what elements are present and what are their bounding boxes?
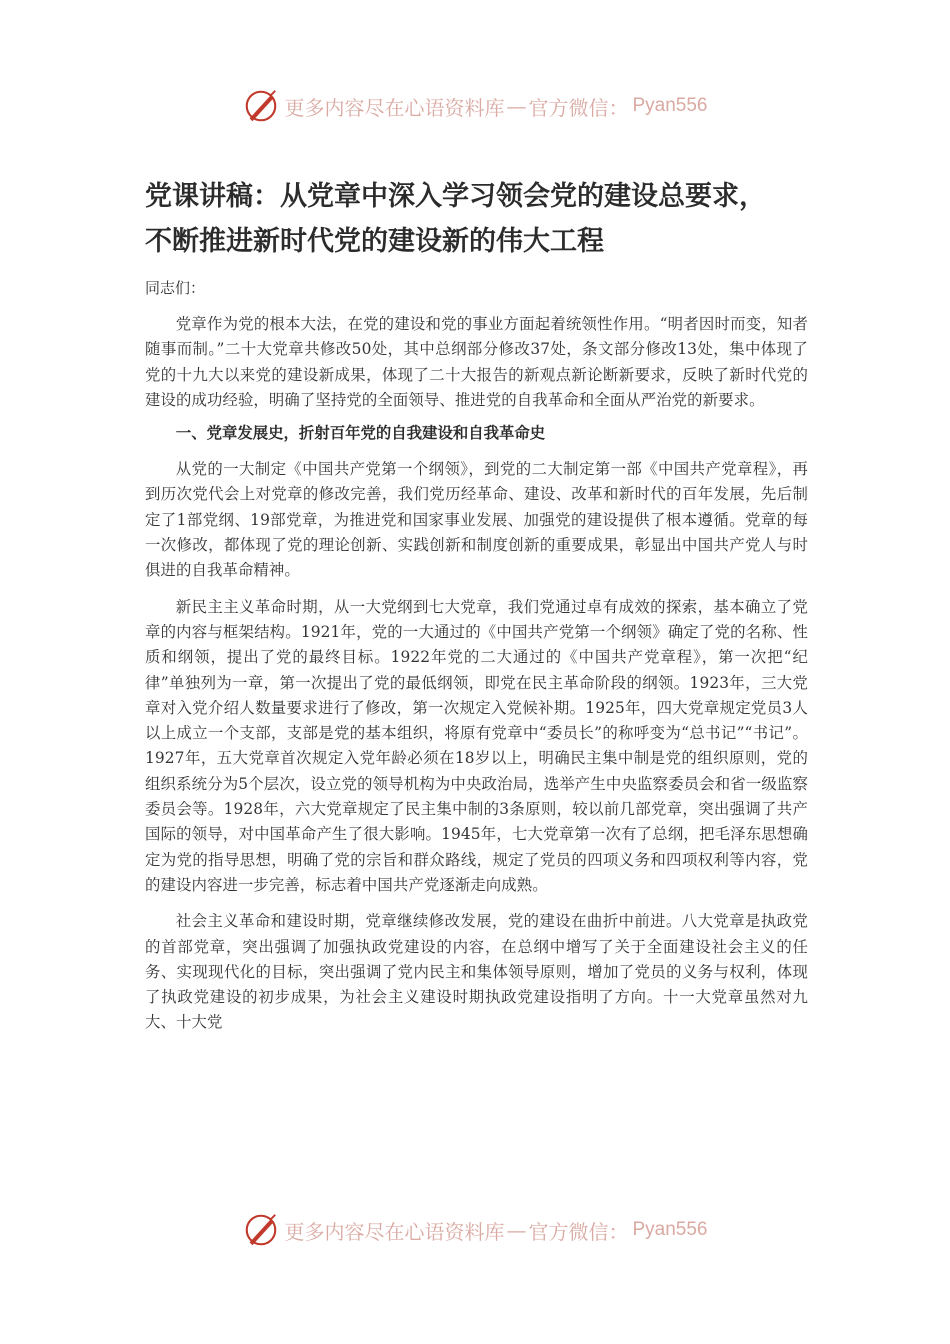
banner-text: 更多内容尽在心语资料库 bbox=[284, 1219, 505, 1244]
paragraph-1: 从党的一大制定《中国共产党第一个纲领》，到党的二大制定第一部《中国共产党章程》，再到历次党代会上对党章的修改完善，我们党历经革命、建设、改革和新时代的百年发展，先后制定了1部党纲、19部党章，为推进党和国家事业发展、加强党的建设提供了根本遵循。党章的每一次修改，都体现了党的理论创新、实践创新和制度创新的重要成果，彰显出中国共产党人与时俱进的自我革命精神。 bbox=[145, 460, 808, 580]
title-line-1: 党课讲稿：从党章中深入学习领会党的建设总要求， bbox=[145, 181, 766, 212]
banner-dash: — bbox=[506, 94, 527, 118]
paragraph-2: 新民主主义革命时期，从一大党纲到七大党章，我们党通过卓有成效的探索，基本确立了党章的内容与框架结构。1921年，党的一大通过的《中国共产党第一个纲领》确定了党的名称、性质和纲领，提出了党的最终目标。1922年党的二大通过的《中国共产党章程》，第一次把“纪律”单独列为一章，第一次提出了党的最低纲领，即党在民主革命阶段的纲领。1923年，三大党章对入党介绍人数量要求进行了修改，第一次规定入党候补期。1925年，四大党章规定党员3人以上成立一个支部，支部是党的基本组织，将原有党章中“委员长”的称呼变为“总书记”“书记”。1927年，五大党章首次规定入党年龄必须在18岁以上，明确民主集中制是党的组织原则，党的组织系统分为5个层次，设立党的领导机构为中央政治局，选举产生中央监察委员会和省一级监察委员会等。1928年，六大党章规定了民主集中制的3条原则，较以前几部党章，突出强调了共产国际的领导，对中国革命产生了很大影响。1945年，七大党章第一次有了总纲，把毛泽东思想确定为党的指导思想，明确了党的宗旨和群众路线，规定了党员的四项义务和四项权利等内容，党的建设内容进一步完善，标志着中国共产党逐渐走向成熟。 bbox=[145, 597, 808, 894]
banner-dash: — bbox=[506, 1218, 527, 1242]
section-heading-1: 一、党章发展史，折射百年党的自我建设和自我革命史 bbox=[175, 424, 546, 443]
banner-text: 更多内容尽在心语资料库 bbox=[284, 95, 505, 120]
header-banner bbox=[0, 84, 950, 128]
banner-wechat-id: Pyan556 bbox=[632, 1219, 708, 1240]
greeting: 同志们： bbox=[145, 279, 206, 297]
banner-suffix: 官方微信： bbox=[528, 95, 629, 120]
banner-wechat-id: Pyan556 bbox=[632, 95, 708, 116]
pen-logo-icon bbox=[242, 1211, 280, 1249]
pen-logo-icon bbox=[242, 87, 280, 125]
footer-banner bbox=[0, 1208, 950, 1252]
paragraph-3: 社会主义革命和建设时期，党章继续修改发展，党的建设在曲折中前进。八大党章是执政党的首部党章，突出强调了加强执政党建设的内容，在总纲中增写了关于全面建设社会主义的任务、实现现代化的目标，突出强调了党内民主和集体领导原则，增加了党员的义务与权利，体现了执政党建设的初步成果，为社会主义建设时期执政党建设指明了方向。十一大党章虽然对九大、十大党 bbox=[145, 912, 808, 1032]
banner-suffix: 官方微信： bbox=[528, 1219, 629, 1244]
document-title bbox=[145, 174, 808, 264]
document-body bbox=[145, 174, 808, 1036]
title-line-2: 不断推进新时代党的建设新的伟大工程 bbox=[145, 226, 604, 257]
intro-paragraph: 党章作为党的根本大法，在党的建设和党的事业方面起着统领性作用。“明者因时而变，知者随事而制。”二十大党章共修改50处，其中总纲部分修改37处，条文部分修改13处，集中体现了党的十九大以来党的建设新成果，体现了二十大报告的新观点新论断新要求，反映了新时代党的建设的成功经验，明确了坚持党的全面领导、推进党的自我革命和全面从严治党的新要求。 bbox=[145, 315, 808, 409]
